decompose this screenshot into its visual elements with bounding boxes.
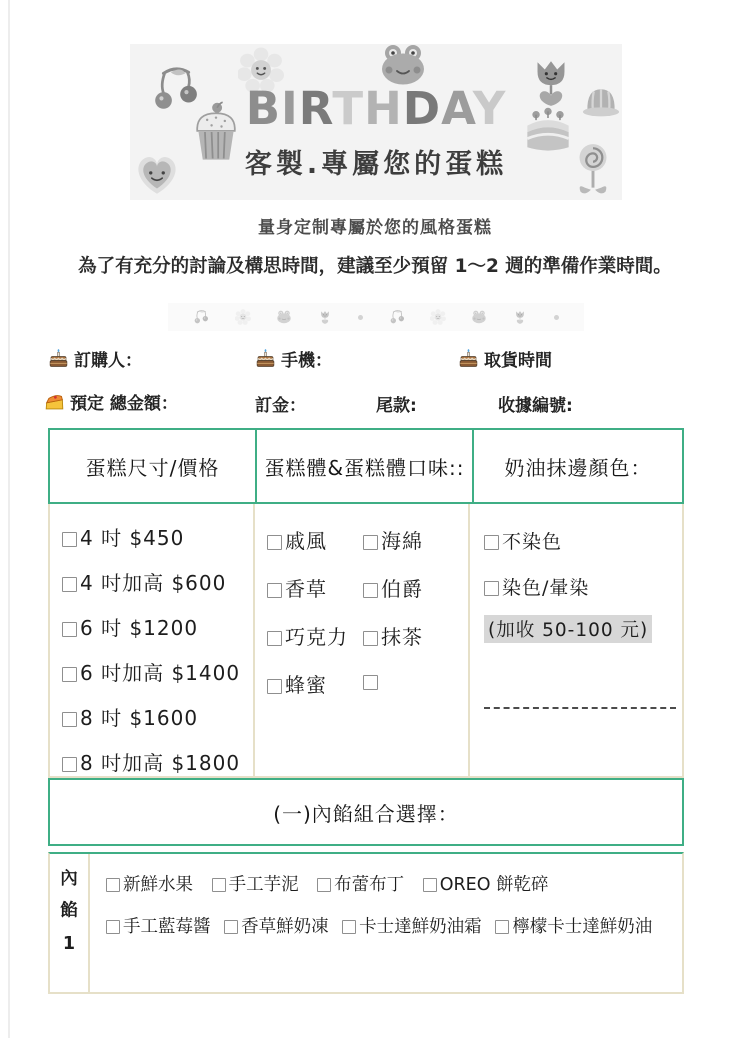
- color-option-label: 不染色: [502, 531, 563, 553]
- banner-subtitle: 客製.專屬您的蛋糕: [244, 149, 508, 180]
- flavor-option: [267, 669, 363, 698]
- checkbox[interactable]: [484, 535, 499, 550]
- flavor-label: 戚風: [285, 529, 327, 553]
- flavor-row: [267, 621, 468, 650]
- options-table-header: [48, 428, 684, 504]
- balance-field: [376, 391, 417, 416]
- checkbox[interactable]: [267, 679, 282, 694]
- title-letter: B: [245, 82, 282, 135]
- checkbox[interactable]: [363, 535, 378, 550]
- deposit-label: 訂金：: [255, 396, 306, 416]
- title-letter: Y: [472, 82, 507, 135]
- checkbox[interactable]: [224, 920, 238, 934]
- flavor-column: [255, 504, 470, 776]
- checkbox[interactable]: [484, 581, 499, 596]
- size-option: [62, 747, 253, 776]
- filling-label: 新鮮水果: [123, 875, 193, 895]
- intro-line-1: 量身定制專屬於您的風格蛋糕: [258, 218, 492, 238]
- color-option: [484, 573, 682, 600]
- checkbox[interactable]: [106, 920, 120, 934]
- filling-label: 手工藍莓醬: [123, 917, 211, 937]
- balance-label: 尾款:: [376, 396, 417, 416]
- total-label: 預定 總金額：: [70, 394, 178, 414]
- size-option-label: 8 吋加高 $1800: [80, 751, 241, 775]
- checkbox[interactable]: [267, 583, 282, 598]
- frog-icon: [276, 309, 292, 325]
- deposit-field: [255, 391, 306, 416]
- flavor-option: [363, 669, 381, 698]
- tulip-icon: [512, 309, 528, 325]
- birthday-cake-icon: [255, 348, 276, 369]
- checkbox[interactable]: [62, 667, 77, 682]
- checkbox[interactable]: [342, 920, 356, 934]
- birthday-title: [130, 82, 622, 135]
- color-option-label: 染色/暈染: [502, 577, 590, 599]
- flavor-label: 海綿: [381, 529, 423, 553]
- checkbox[interactable]: [62, 622, 77, 637]
- filling-line-1: [106, 871, 682, 896]
- col-header-cream-color: 奶油抹邊顏色：: [504, 455, 652, 480]
- size-option-label: 4 吋 $450: [80, 526, 185, 550]
- receipt-number-field: [498, 391, 573, 416]
- size-price-column: [50, 504, 255, 776]
- cherries-icon: [389, 309, 405, 325]
- filling-label: 檸檬卡士達鮮奶油: [512, 917, 653, 937]
- dot-icon: [554, 315, 559, 320]
- intro-line-2: 為了有充分的討論及構思時間，建議至少預留 1～2 週的準備作業時間。: [78, 256, 672, 277]
- size-option: [62, 612, 253, 641]
- filling-option: [106, 875, 193, 895]
- flavor-option: [267, 621, 363, 650]
- cream-color-column: [470, 504, 682, 776]
- filling-row-label-cell: [50, 854, 90, 992]
- size-option: [62, 657, 253, 686]
- frog-icon: [378, 44, 428, 86]
- flavor-option: [267, 573, 363, 602]
- write-in-line: [484, 707, 676, 709]
- checkbox[interactable]: [62, 757, 77, 772]
- flavor-row: [267, 669, 468, 698]
- phone-label: 手機：: [281, 351, 332, 371]
- checkbox[interactable]: [106, 878, 120, 892]
- checkbox[interactable]: [267, 535, 282, 550]
- filling-option: [495, 917, 652, 937]
- size-option-label: 8 吋 $1600: [80, 706, 199, 730]
- flavor-label: 巧克力: [285, 625, 348, 649]
- cake-slice-icon: [44, 391, 65, 412]
- banner: [130, 44, 622, 200]
- flavor-label: 抹茶: [381, 625, 423, 649]
- filling-option: [317, 875, 404, 895]
- options-table-body: [48, 504, 684, 778]
- size-option-label: 4 吋加高 $600: [80, 571, 227, 595]
- filling-option: [106, 917, 211, 937]
- surcharge-note: (加收 50-100 元): [484, 615, 652, 643]
- col-header-cake-flavor: 蛋糕體&蛋糕體口味::: [257, 430, 474, 502]
- flavor-label: 蜂蜜: [285, 673, 327, 697]
- filling-option: [212, 875, 299, 895]
- size-option: [62, 702, 253, 731]
- buyer-field: [48, 346, 142, 371]
- size-option-label: 6 吋 $1200: [80, 616, 199, 640]
- daisy-flower-icon: [235, 309, 251, 325]
- flavor-option: [363, 573, 423, 602]
- flavor-row: [267, 573, 468, 602]
- title-letter: D: [402, 82, 442, 135]
- daisy-flower-icon: [430, 309, 446, 325]
- checkbox[interactable]: [495, 920, 509, 934]
- filling-line-2: [106, 913, 682, 938]
- checkbox[interactable]: [317, 878, 331, 892]
- size-option: [62, 522, 253, 551]
- title-letter: T: [332, 82, 365, 135]
- checkbox[interactable]: [62, 577, 77, 592]
- color-option: [484, 527, 682, 554]
- cherries-icon: [193, 309, 209, 325]
- title-letter: R: [298, 82, 333, 135]
- filling-label: 香草鮮奶凍: [241, 917, 329, 937]
- col-header-size-price: 蛋糕尺寸/價格: [50, 430, 257, 502]
- birthday-cake-icon: [48, 348, 69, 369]
- checkbox[interactable]: [363, 583, 378, 598]
- filling-row-label: 內餡1: [60, 869, 78, 954]
- birthday-cake-icon: [458, 348, 479, 369]
- filling-table: [48, 852, 684, 994]
- checkbox[interactable]: [212, 878, 226, 892]
- size-option: [62, 567, 253, 596]
- flavor-row: [267, 525, 468, 554]
- filling-label: 卡士達鮮奶油霜: [359, 917, 482, 937]
- flavor-label: 香草: [285, 577, 327, 601]
- checkbox[interactable]: [62, 712, 77, 727]
- filling-label: OREO 餅乾碎: [439, 875, 549, 895]
- flavor-label: 伯爵: [381, 577, 423, 601]
- checkbox[interactable]: [423, 878, 437, 892]
- checkbox[interactable]: [267, 631, 282, 646]
- filling-label: 布蕾布丁: [334, 875, 405, 895]
- frog-icon: [471, 309, 487, 325]
- filling-section-title: (一)內餡組合選擇：: [48, 778, 684, 846]
- filling-option: [224, 917, 329, 937]
- receipt-label: 收據編號:: [498, 396, 573, 416]
- title-letter: H: [364, 82, 403, 135]
- buyer-label: 訂購人：: [74, 351, 142, 371]
- dot-icon: [358, 315, 363, 320]
- size-option-label: 6 吋加高 $1400: [80, 661, 241, 685]
- flavor-option: [267, 525, 363, 554]
- checkbox[interactable]: [363, 675, 378, 690]
- filling-label: 手工芋泥: [228, 875, 299, 895]
- title-letter: I: [281, 82, 299, 135]
- checkbox[interactable]: [62, 532, 77, 547]
- flavor-option: [363, 525, 423, 554]
- pickup-time-field: [458, 346, 552, 371]
- filling-option: [423, 875, 549, 895]
- pickup-label: 取貨時間: [484, 351, 552, 371]
- filling-options-cell: [90, 854, 682, 992]
- flavor-option: [363, 621, 423, 650]
- filling-option: [342, 917, 482, 937]
- tulip-icon: [317, 309, 333, 325]
- total-amount-field: [44, 389, 178, 414]
- phone-field: [255, 346, 332, 371]
- checkbox[interactable]: [363, 631, 378, 646]
- title-letter: A: [441, 82, 473, 135]
- icon-divider: [168, 303, 584, 331]
